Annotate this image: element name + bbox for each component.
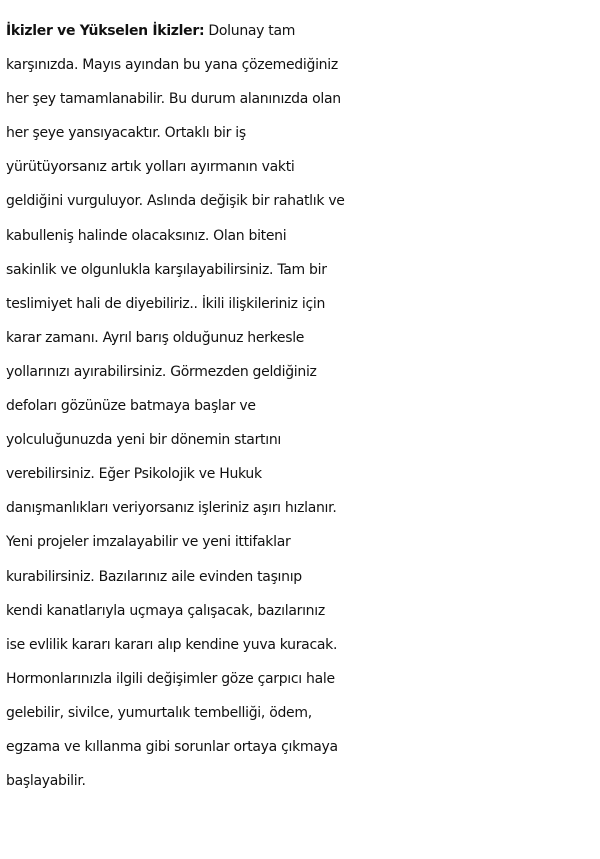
- text-line: yolculuğunuzda yeni bir dönemin startını: [6, 432, 281, 449]
- text-line: gelebilir, sivilce, yumurtalık tembelliği, ödem,: [6, 704, 312, 721]
- text-line: kendi kanatlarıyla uçmaya çalışacak, bazılarınız: [6, 602, 325, 619]
- text-line: egzama ve kıllanma gibi sorunlar ortaya çıkmaya: [6, 738, 338, 755]
- text-line: başlayabilir.: [6, 773, 86, 790]
- text-line: sakinlik ve olgunlukla karşılayabilirsiniz. Tam bir: [6, 261, 327, 278]
- text-line: kurabilirsiniz. Bazılarınız aile evinden taşınıp: [6, 568, 302, 585]
- text-line: Yeni projeler imzalayabilir ve yeni ittifaklar: [6, 534, 291, 551]
- text-line: her şey tamamlanabilir. Bu durum alanınızda olan: [6, 91, 341, 108]
- heading-continuation: Dolunay tam: [204, 23, 296, 39]
- text-line: danışmanlıkları veriyorsanız işleriniz aşırı hızlanır.: [6, 500, 337, 517]
- post-text: [0, 14, 600, 798]
- post-heading: İkizler ve Yükselen İkizler:: [6, 23, 205, 39]
- text-line: Hormonlarınızla ilgili değişimler göze çarpıcı hale: [6, 670, 335, 687]
- text-line: [6, 14, 600, 48]
- text-line: kabulleniş halinde olacaksınız. Olan biteni: [6, 227, 287, 244]
- text-line: karşınızda. Mayıs ayından bu yana çözemediğiniz: [6, 57, 338, 74]
- text-line: geldiğini vurguluyor. Aslında değişik bir rahatlık ve: [6, 193, 345, 210]
- text-line: verebilirsiniz. Eğer Psikolojik ve Hukuk: [6, 466, 262, 483]
- text-line: karar zamanı. Ayrıl barış olduğunuz herkesle: [6, 329, 305, 346]
- text-line: yollarınızı ayırabilirsiniz. Görmezden geldiğiniz: [6, 363, 317, 380]
- text-line: defoları gözünüze batmaya başlar ve: [6, 398, 256, 415]
- post-body: [6, 48, 600, 798]
- text-line: her şeye yansıyacaktır. Ortaklı bir iş: [6, 125, 246, 142]
- text-line: teslimiyet hali de diyebiliriz.. İkili ilişkileriniz için: [6, 295, 326, 312]
- text-line: ise evlilik kararı kararı alıp kendine yuva kuracak.: [6, 636, 338, 653]
- text-line: yürütüyorsanız artık yolları ayırmanın vakti: [6, 159, 295, 176]
